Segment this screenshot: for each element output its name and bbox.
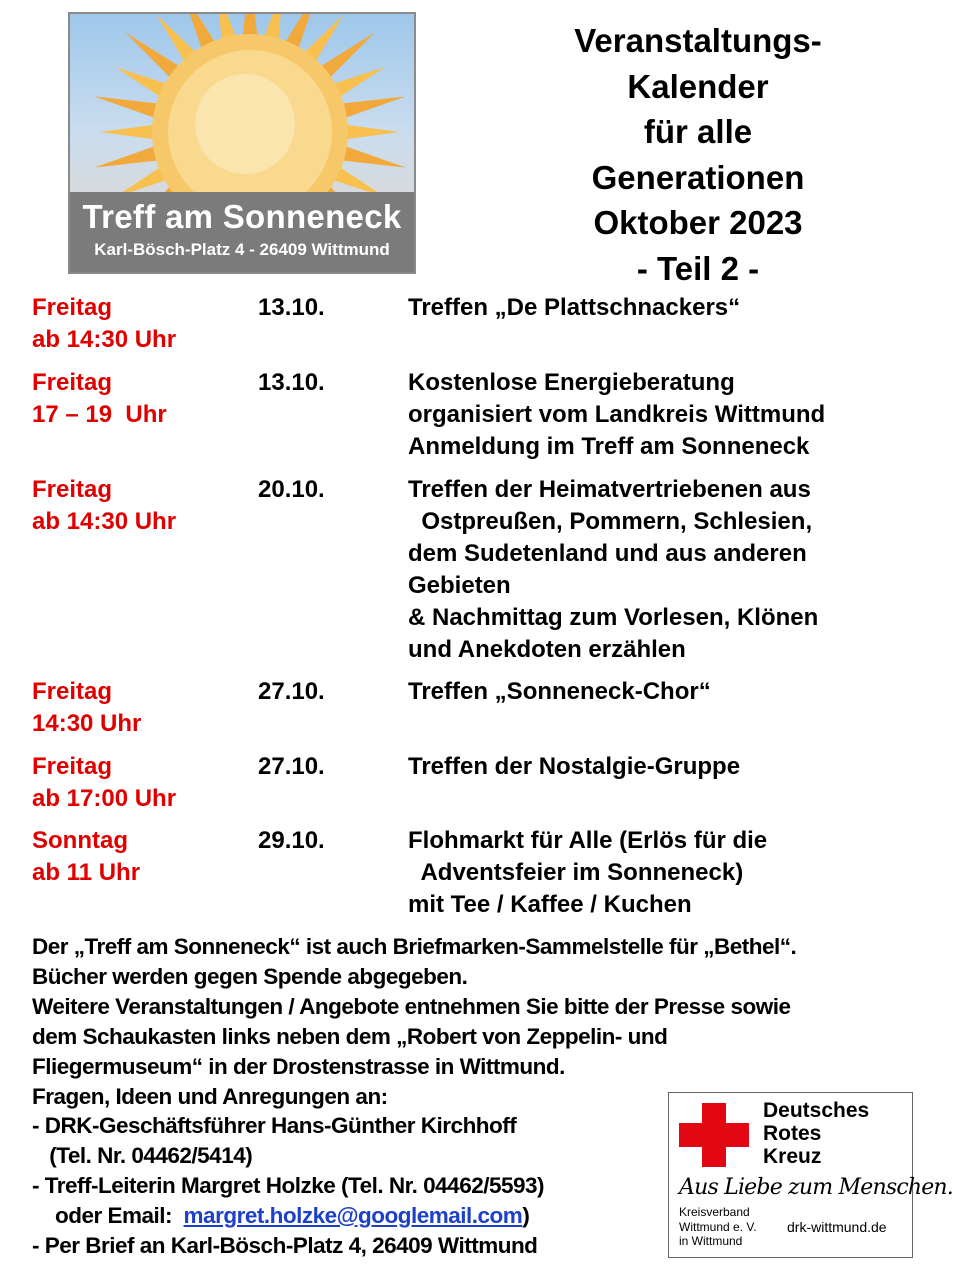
heading-line: Oktober 2023 xyxy=(593,204,803,241)
event-date: 13.10. xyxy=(258,369,325,396)
event-desc-line: dem Sudetenland und aus anderen xyxy=(408,540,807,567)
event-description xyxy=(408,825,767,921)
event-desc-line: und Anekdoten erzählen xyxy=(408,636,686,663)
heading-line: Kalender xyxy=(627,67,769,105)
drk-name-line: Deutsches xyxy=(763,1099,870,1122)
event-time: ab 17:00 Uhr xyxy=(32,785,177,812)
heading-line: - Teil 2 - xyxy=(636,249,760,287)
logo-title: Treff am Sonneneck xyxy=(82,198,402,235)
event-time: ab 11 Uhr xyxy=(32,859,141,886)
event-date: 27.10. xyxy=(258,678,325,705)
event-day: Freitag xyxy=(32,369,113,396)
event-desc-line: Anmeldung im Treff am Sonneneck xyxy=(408,433,810,460)
event-day: Sonntag xyxy=(32,827,128,854)
sun-ray xyxy=(338,96,406,119)
heading-line: für alle xyxy=(643,113,753,150)
event-day-time xyxy=(32,825,140,889)
sun-illustration xyxy=(70,14,416,204)
red-cross-icon xyxy=(679,1103,749,1167)
drk-logo xyxy=(668,1092,953,1258)
event-desc-line: Flohmarkt für Alle (Erlös für die xyxy=(408,827,768,854)
info-line: Weitere Veranstaltungen / Angebote entnehmen Sie bitte der Presse sowie xyxy=(32,993,791,1019)
info-line: - DRK-Geschäftsführer Hans-Günther Kirchhoff xyxy=(32,1113,517,1139)
event-day-time xyxy=(32,292,176,356)
event-desc-line: Kostenlose Energieberatung xyxy=(408,369,735,396)
drk-name xyxy=(763,1099,869,1168)
drk-branch-line: in Wittmund xyxy=(679,1234,743,1248)
drk-name-line: Rotes xyxy=(763,1122,822,1145)
info-line: - Per Brief an Karl-Bösch-Platz 4, 26409 Wittmund xyxy=(32,1233,538,1259)
event-day: Freitag xyxy=(32,294,113,321)
event-time: ab 14:30 Uhr xyxy=(32,326,177,353)
sun-ray xyxy=(94,145,162,168)
event-day-time xyxy=(32,367,167,431)
event-description xyxy=(408,474,818,666)
event-time: 17 – 19 Uhr xyxy=(32,401,167,428)
event-date: 20.10. xyxy=(258,476,325,503)
drk-website: drk-wittmund.de xyxy=(787,1219,887,1235)
email-prefix: oder Email: xyxy=(32,1203,184,1229)
event-desc-line: Treffen der Nostalgie-Gruppe xyxy=(408,753,741,780)
logo-address: Karl-Bösch-Platz 4 - 26409 Wittmund xyxy=(94,240,390,259)
event-description xyxy=(408,676,711,708)
event-description xyxy=(408,751,740,783)
heading-line: Veranstaltungs- xyxy=(574,22,822,59)
treff-logo-image xyxy=(68,12,416,274)
event-day: Freitag xyxy=(32,678,113,705)
sun-ray xyxy=(338,145,406,168)
drk-slogan: Aus Liebe zum Menschen. xyxy=(679,1175,953,1200)
heading-line: Generationen xyxy=(591,158,805,196)
event-description xyxy=(408,367,825,463)
info-line: - Treff-Leiterin Margret Holzke (Tel. Nr. 04462/5593) xyxy=(32,1173,545,1199)
drk-branch xyxy=(679,1205,757,1249)
event-day: Freitag xyxy=(32,476,113,503)
info-line: (Tel. Nr. 04462/5414) xyxy=(32,1143,253,1169)
email-link[interactable]: margret.holzke@googlemail.com xyxy=(183,1203,523,1229)
sun-ray xyxy=(100,124,158,140)
event-day-time xyxy=(32,474,176,538)
info-line: Fragen, Ideen und Anregungen an: xyxy=(32,1083,388,1109)
event-desc-line: & Nachmittag zum Vorlesen, Klönen xyxy=(408,604,819,631)
event-time: ab 14:30 Uhr xyxy=(32,508,177,535)
event-date: 13.10. xyxy=(258,294,325,321)
event-desc-line: mit Tee / Kaffee / Kuchen xyxy=(408,891,692,918)
email-suffix: ) xyxy=(522,1203,530,1229)
event-desc-line: Gebieten xyxy=(408,572,511,599)
calendar-heading xyxy=(520,18,876,291)
drk-name-line: Kreuz xyxy=(763,1145,822,1168)
event-time: 14:30 Uhr xyxy=(32,710,142,737)
event-day: Freitag xyxy=(32,753,113,780)
info-line: Bücher werden gegen Spende abgegeben. xyxy=(32,963,468,989)
info-line: Der „Treff am Sonneneck“ ist auch Briefmarken-Sammelstelle für „Bethel“. xyxy=(32,934,797,959)
drk-branch-line: Kreisverband xyxy=(679,1205,750,1219)
event-description xyxy=(408,292,740,324)
logo-caption-band xyxy=(70,192,414,272)
info-line: dem Schaukasten links neben dem „Robert von Zeppelin- und xyxy=(32,1023,668,1049)
event-desc-line: organisiert vom Landkreis Wittmund xyxy=(408,401,826,428)
info-line: Fliegermuseum“ in der Drostenstrasse in Wittmund. xyxy=(32,1053,565,1079)
event-date: 29.10. xyxy=(258,827,325,854)
event-day-time xyxy=(32,676,141,740)
event-desc-line: Ostpreußen, Pommern, Schlesien, xyxy=(408,508,813,535)
event-desc-line: Treffen der Heimatvertriebenen aus xyxy=(408,476,811,503)
event-date: 27.10. xyxy=(258,753,325,780)
event-desc-line: Treffen „De Plattschnackers“ xyxy=(408,294,741,321)
event-day-time xyxy=(32,751,176,815)
event-desc-line: Treffen „Sonneneck-Chor“ xyxy=(408,678,711,705)
sun-ray xyxy=(94,96,162,119)
event-desc-line: Adventsfeier im Sonneneck) xyxy=(408,859,744,886)
drk-branch-line: Wittmund e. V. xyxy=(679,1219,757,1234)
sun-ray xyxy=(342,124,400,140)
